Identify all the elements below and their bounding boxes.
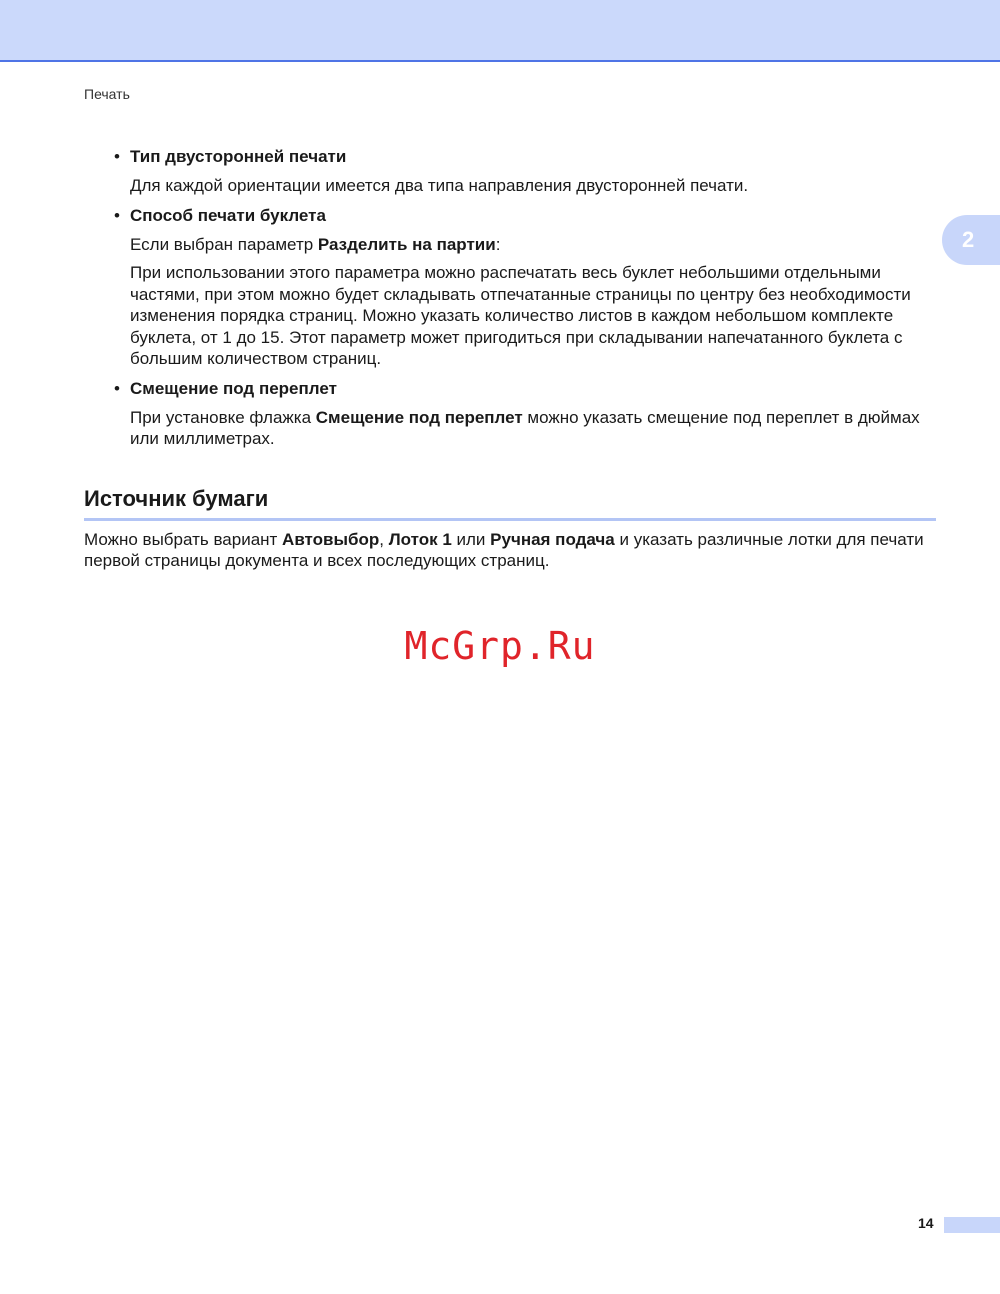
duplex-type-description: Для каждой ориентации имеется два типа направления двусторонней печати. [130, 176, 749, 195]
paper-source-text-4: и указать различные лотки для печати первой страницы документа и всех последующих страниц. [84, 529, 924, 570]
page-content [84, 140, 936, 572]
paper-source-text-2: , [379, 529, 389, 549]
split-into-sets-label: Разделить на партии [317, 234, 496, 254]
chapter-tab [942, 215, 1000, 265]
page-number-tab [944, 1217, 1000, 1233]
running-head: Печать [84, 86, 130, 102]
watermark: McGrp.Ru [404, 624, 596, 668]
tray-1-label: Лоток 1 [388, 529, 452, 549]
bullet-duplex-type: • Тип двусторонней печати [84, 146, 936, 168]
paper-source-text-3: или [451, 529, 491, 549]
binding-offset-text-start: При установке флажка [130, 407, 316, 427]
booklet-intro [84, 234, 936, 256]
header-band [0, 0, 1000, 62]
booklet-description: При использовании этого параметра можно распечатать весь буклет небольшими отдельными частями, при этом можно будет складывать отпечатанные страницы по центру без необходимости изменения порядка страниц. Можно указать количество листов в каждом небольшом комплекте буклета, от 1 до 15. Этот параметр может пригодиться при складывании напечатанного буклета с большим количеством страниц. [130, 263, 911, 368]
bullet-booklet-method: • Способ печати буклета [84, 205, 936, 227]
manual-feed-label: Ручная подача [490, 529, 615, 549]
paper-source-description [84, 529, 936, 572]
section-title-paper-source: Источник бумаги [84, 486, 936, 521]
binding-offset-text-end: можно указать смещение под переплет в дюймах или миллиметрах. [130, 407, 920, 448]
booklet-intro-text: Если выбран параметр [130, 234, 318, 254]
auto-select-label: Автовыбор [282, 529, 380, 549]
paper-source-text-1: Можно выбрать вариант [84, 529, 283, 549]
booklet-intro-colon: : [495, 234, 501, 254]
binding-offset-label: Смещение под переплет [315, 407, 523, 427]
page-number: 14 [918, 1215, 934, 1231]
bullet-binding-offset: • Смещение под переплет [84, 378, 936, 400]
chapter-number: 2 [962, 227, 975, 252]
binding-offset-description [84, 407, 936, 450]
